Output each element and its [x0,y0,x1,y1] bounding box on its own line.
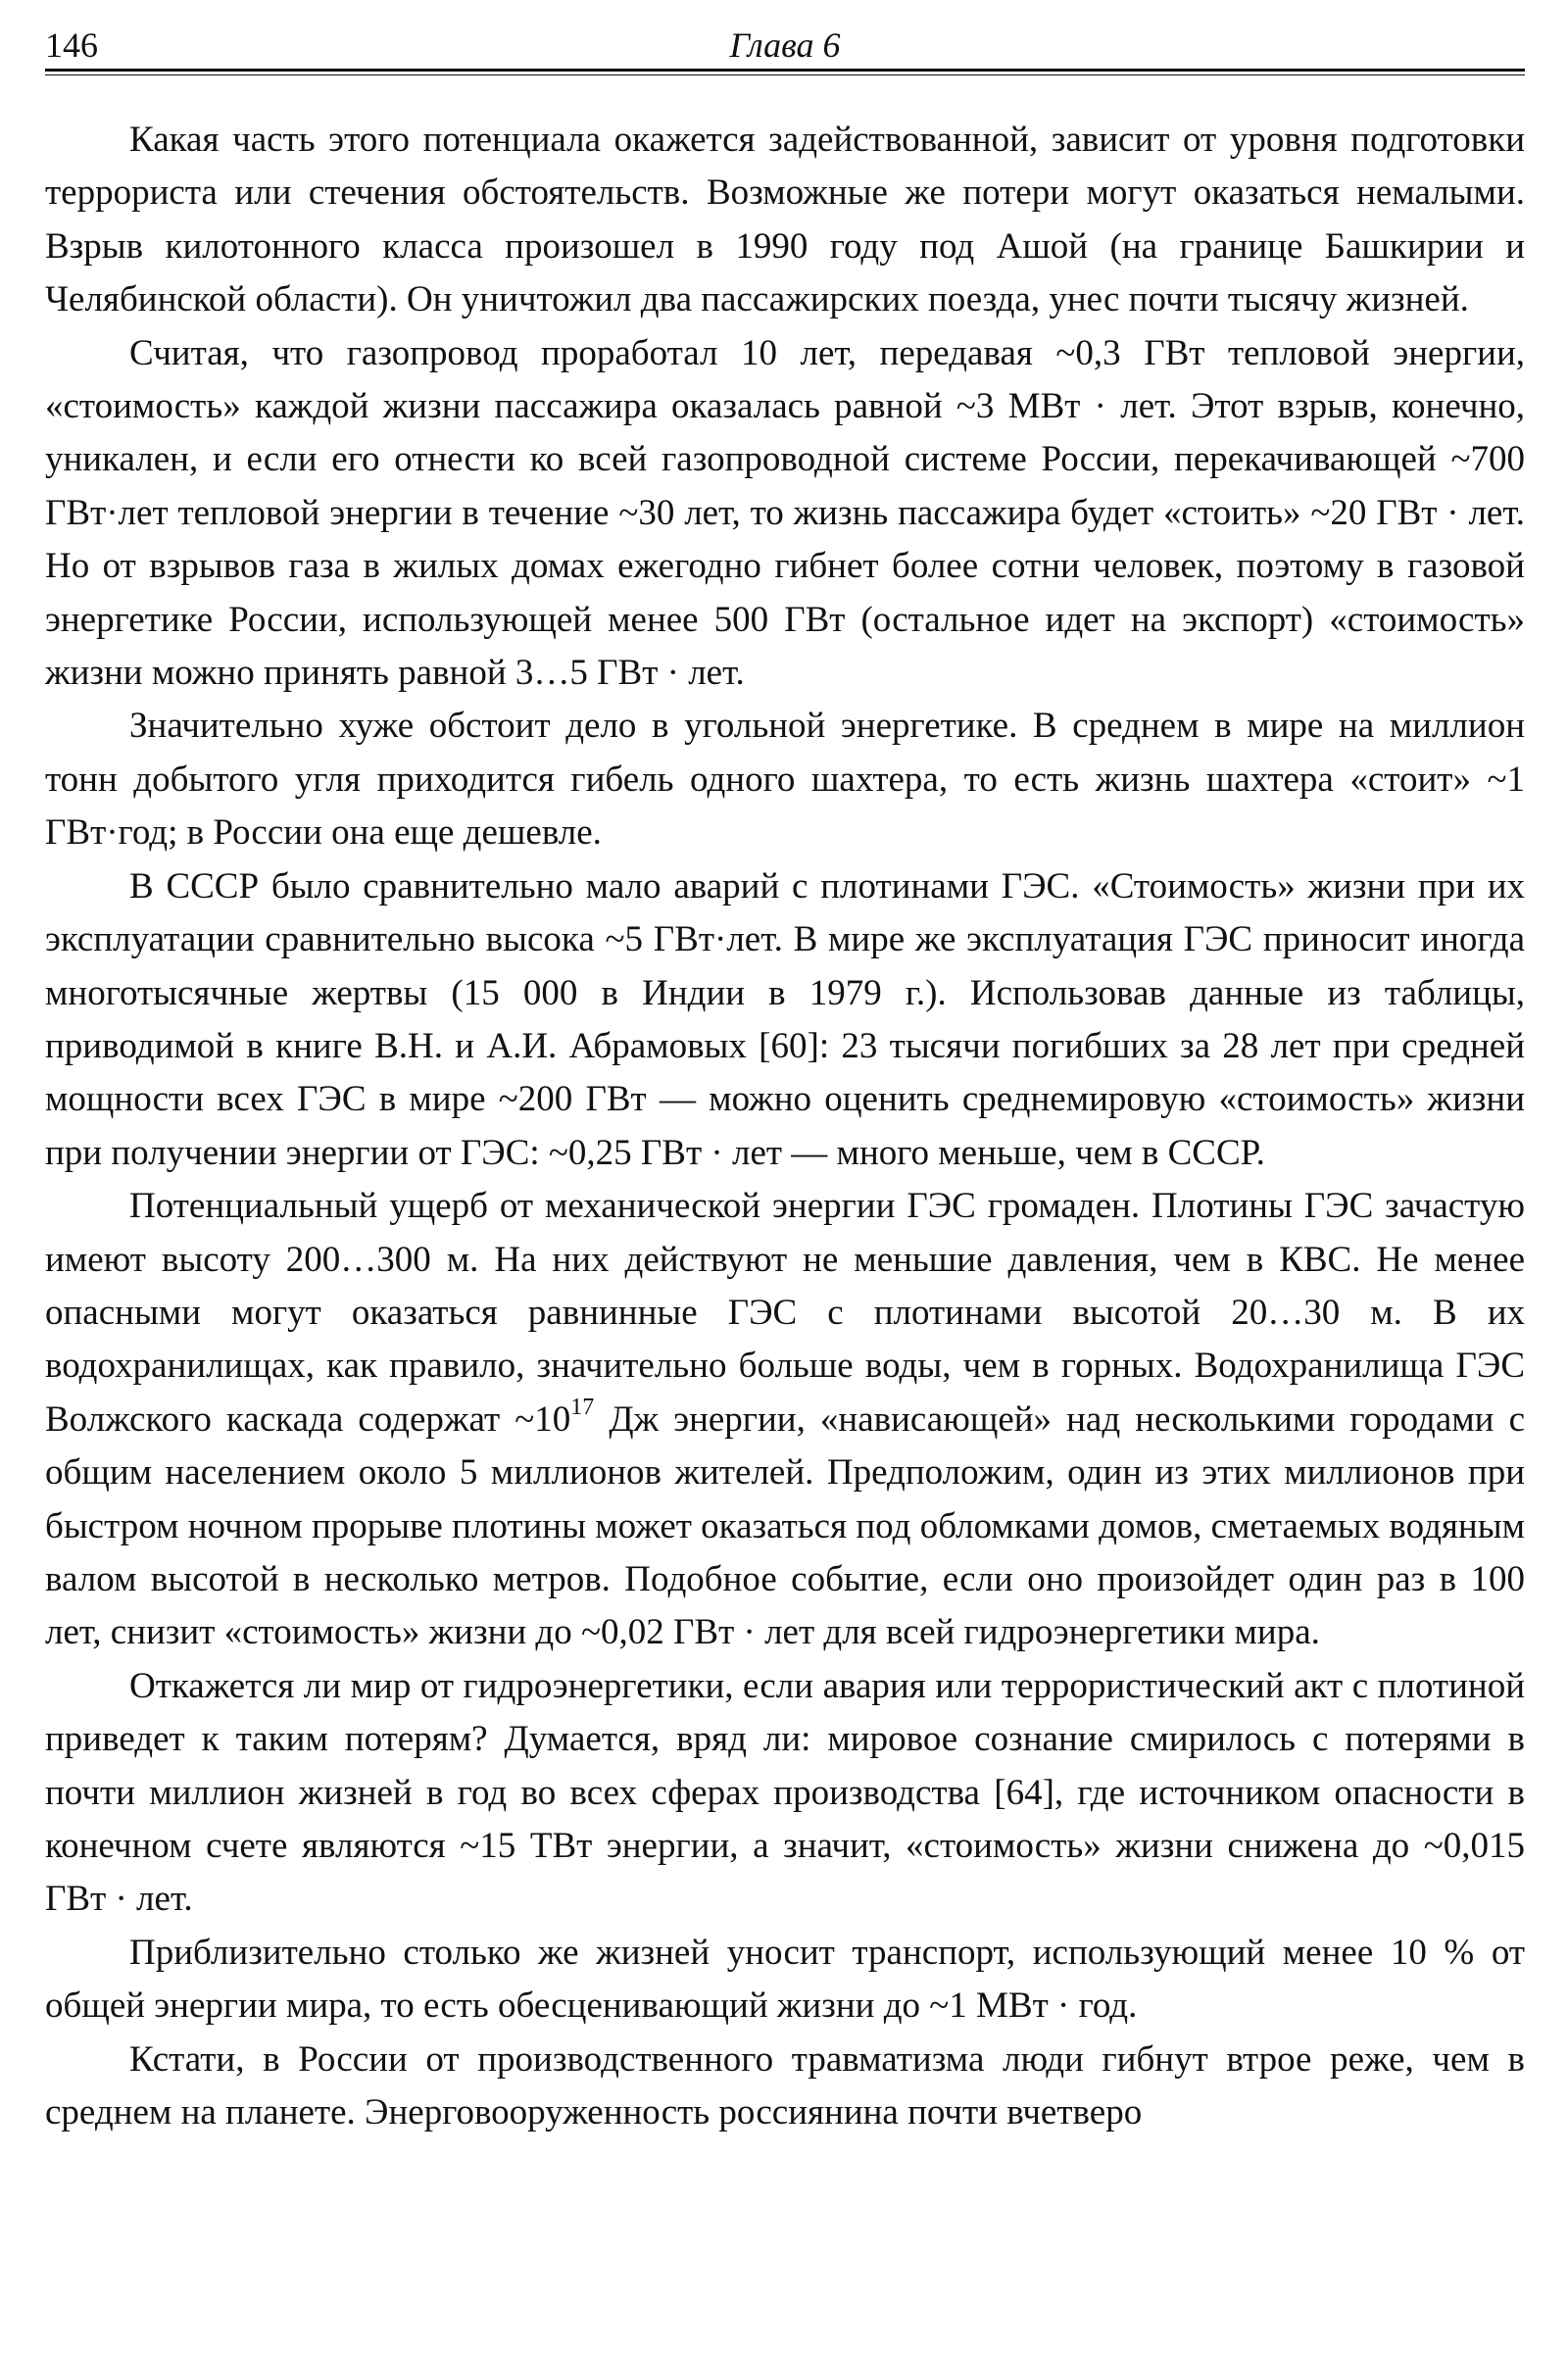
body-text [45,114,1525,2139]
paragraph-hydro-ussr: В СССР было сравнительно мало аварий с плотинами ГЭС. «Стоимость» жизни при их эксплуатации сравнительно высока ~5 ГВт·лет. В мире же эксплуатация ГЭС приносит иногда многотысячные жертвы (15 000 в Индии в 1979 г.). Использовав данные из таблицы, приводимой в книге В.Н. и А.И. Абрамовых [60]: 23 тысячи погибших за 28 лет при средней мощности всех ГЭС в мире ~200 ГВт — можно оценить среднемировую «стоимость» жизни при получении энергии от ГЭС: ~0,25 ГВт · лет — много меньше, чем в СССР. [45,865,1525,1173]
exponent-superscript: 17 [570,1394,595,1420]
paragraph-coal-energy: Значительно хуже обстоит дело в угольной энергетике. В среднем в мире на миллион тонн добытого угля приходится гибель одного шахтера, то есть жизнь шахтера «стоит» ~1 ГВт·год; в России она еще дешевле. [45,706,1525,854]
paragraph-russia-injuries: Кстати, в России от производственного травматизма люди гибнут втрое реже, чем в среднем на планете. Энерговооруженность россиянина почти вчетверо [45,2038,1525,2133]
running-header [45,22,1525,71]
header-rule [45,69,1525,72]
paragraph-hydro-damage [45,1180,1525,1660]
paragraph-world-losses: Откажется ли мир от гидроэнергетики, если авария или террористический акт с плотиной приведет к таким потерям? Думается, вряд ли: мировое сознание смирилось с потерями в почти миллион жизней в год во всех сферах производства [64], где источником опасности в конечном счете являются ~15 ТВт энергии, а значит, «стоимость» жизни снижена до ~0,015 ГВт · лет. [45,1665,1525,1920]
paragraph-transport: Приблизительно столько же жизней уносит транспорт, использующий менее 10 % от общей энергии мира, то есть обесценивающий жизни до ~1 МВт · год. [45,1932,1525,2027]
page-number: 146 [45,25,98,65]
header-rule-thin [45,74,1525,75]
paragraph-tnt-potential: Какая часть этого потенциала окажется задействованной, зависит от уровня подготовки террориста или стечения обстоятельств. Возможные же потери могут оказаться немалыми. Взрыв килотонного класса произошел в 1990 году под Ашой (на границе Башкирии и Челябинской области). Он уничтожил два пассажирских поезда, унес почти тысячу жизней. [45,120,1525,320]
paragraph-hydro-damage-part1: Потенциальный ущерб от механической энергии ГЭС громаден. Плотины ГЭС зачастую имеют высоту 200…300 м. На них действуют не меньшие давления, чем в КВС. Не менее опасными могут оказаться равнинные ГЭС с плотинами высотой 20…30 м. В их водохранилищах, как правило, значительно больше воды, чем в горных. Водохранилища ГЭС Волжского каскада содержат ~10 [45,1186,1525,1440]
chapter-title: Глава 6 [729,25,841,65]
paragraph-gas-pipeline: Считая, что газопровод проработал 10 лет, передавая ~0,3 ГВт тепловой энергии, «стоимость» каждой жизни пассажира оказалась равной ~3 МВт · лет. Этот взрыв, конечно, уникален, и если его отнести ко всей газопроводной системе России, перекачивающей ~700 ГВт·лет тепловой энергии в течение ~30 лет, то жизнь пассажира будет «стоить» ~20 ГВт · лет. Но от взрывов газа в жилых домах ежегодно гибнет более сотни человек, поэтому в газовой энергетике России, использующей менее 500 ГВт (остальное идет на экспорт) «стоимость» жизни можно принять равной 3…5 ГВт · лет. [45,332,1525,694]
paragraph-hydro-damage-part2: Дж энергии, «нависающей» над несколькими городами с общим населением около 5 миллионов жителей. Предположим, один из этих миллионов при быстром ночном прорыве плотины может оказаться под обломками домов, сметаемых водяным валом высотой в несколько метров. Подобное событие, если оно произойдет один раз в 100 лет, снизит «стоимость» жизни до ~0,02 ГВт · лет для всей гидроэнергетики мира. [45,1398,1525,1653]
